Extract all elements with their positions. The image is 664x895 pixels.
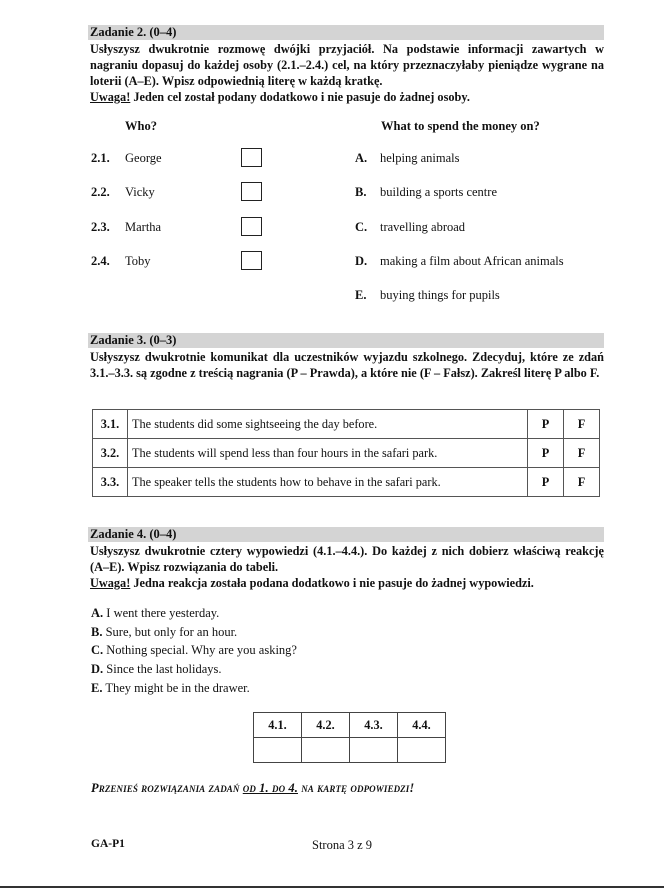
task3-header: Zadanie 3. (0–3) — [88, 333, 604, 348]
task4-instruction — [90, 543, 604, 591]
task2-instruction-text: Usłyszysz dwukrotnie rozmowę dwójki przyjaciół. Na podstawie informacji zawartych w nagraniu dopasuj do każdej osoby (2.1.–2.4.) cel, na który przeznaczyłaby pieniądze wygrane na loterii (A–E). Wpisz odpowiednią literę w każdą kratkę. — [90, 42, 604, 88]
transfer-prefix: Przenieś rozwiązania zadań — [91, 781, 243, 795]
option-false[interactable]: F — [564, 439, 600, 468]
reply-option — [91, 662, 222, 677]
task4-warning-text: Jedna reakcja została podana dodatkowo i nie pasuje do żadnej wypowiedzi. — [130, 576, 534, 590]
table-row — [254, 713, 446, 738]
statement-number: 3.1. — [93, 410, 128, 439]
table-row — [93, 410, 600, 439]
option-letter: A. — [355, 151, 368, 165]
page-bottom-border — [0, 886, 664, 888]
answer-cell-4-1[interactable] — [254, 738, 302, 763]
answer-cell-4-3[interactable] — [350, 738, 398, 763]
person-name: Toby — [125, 254, 151, 268]
reply-letter: D. — [91, 662, 104, 676]
option-true[interactable]: P — [528, 468, 564, 497]
exam-code: GA-P1 — [91, 838, 125, 850]
statement-number: 3.2. — [93, 439, 128, 468]
task4-header: Zadanie 4. (0–4) — [88, 527, 604, 542]
task4-instruction-text: Usłyszysz dwukrotnie cztery wypowiedzi (4.1.–4.4.). Do każdej z nich dobierz właściwą reakcję (A–E). Wpisz rozwiązania do tabeli. — [90, 544, 604, 574]
answer-header: 4.3. — [350, 713, 398, 738]
column-header-what: What to spend the money on? — [381, 119, 540, 133]
person-name: George — [125, 151, 162, 165]
option-letter: C. — [355, 220, 368, 234]
answer-cell-4-4[interactable] — [398, 738, 446, 763]
reply-option — [91, 643, 297, 658]
true-false-table — [92, 409, 600, 497]
option-true[interactable]: P — [528, 410, 564, 439]
answer-box-2-2[interactable] — [241, 182, 262, 201]
table-row — [93, 468, 600, 497]
reply-letter: A. — [91, 606, 104, 620]
transfer-note — [91, 781, 414, 796]
reply-letter: B. — [91, 625, 103, 639]
person-number: 2.1. — [91, 151, 110, 165]
reply-text: I went there yesterday. — [106, 606, 220, 620]
task2-header: Zadanie 2. (0–4) — [88, 25, 604, 40]
option-true[interactable]: P — [528, 439, 564, 468]
task3-instruction: Usłyszysz dwukrotnie komunikat dla uczestników wyjazdu szkolnego. Zdecyduj, które ze zdań 3.1.–3.3. są zgodne z treścią nagrania (P – Prawda), a które nie (F – Fałsz). Zakreśl literę P albo F. — [90, 350, 604, 380]
person-name: Martha — [125, 220, 162, 234]
reply-option — [91, 681, 250, 696]
answer-cell-4-2[interactable] — [302, 738, 350, 763]
task4-warning-label: Uwaga! — [90, 576, 131, 590]
table-row — [93, 439, 600, 468]
answer-header: 4.1. — [254, 713, 302, 738]
option-letter: B. — [355, 185, 367, 199]
transfer-suffix: na kartę odpowiedzi! — [297, 781, 415, 795]
answer-box-2-3[interactable] — [241, 217, 262, 236]
option-letter: D. — [355, 254, 368, 268]
option-text: helping animals — [380, 151, 460, 165]
reply-text: Nothing special. Why are you asking? — [106, 643, 297, 657]
person-name: Vicky — [125, 185, 155, 199]
option-false[interactable]: F — [564, 410, 600, 439]
person-number: 2.2. — [91, 185, 110, 199]
option-text: travelling abroad — [380, 220, 466, 234]
reply-text: Sure, but only for an hour. — [105, 625, 238, 639]
statement-text: The students will spend less than four hours in the safari park. — [128, 439, 528, 468]
table-row — [254, 738, 446, 763]
statement-text: The speaker tells the students how to behave in the safari park. — [128, 468, 528, 497]
answer-table — [253, 712, 446, 763]
answer-header: 4.4. — [398, 713, 446, 738]
option-letter: E. — [355, 288, 367, 302]
reply-letter: C. — [91, 643, 104, 657]
task2-warning-text: Jeden cel został podany dodatkowo i nie pasuje do żadnej osoby. — [130, 90, 470, 104]
option-text: making a film about African animals — [380, 254, 564, 268]
task2-instruction — [90, 41, 604, 105]
reply-option — [91, 625, 237, 640]
option-false[interactable]: F — [564, 468, 600, 497]
reply-letter: E. — [91, 681, 103, 695]
answer-header: 4.2. — [302, 713, 350, 738]
option-text: buying things for pupils — [380, 288, 500, 302]
person-number: 2.3. — [91, 220, 110, 234]
reply-text: Since the last holidays. — [106, 662, 222, 676]
statement-number: 3.3. — [93, 468, 128, 497]
reply-text: They might be in the drawer. — [105, 681, 250, 695]
statement-text: The students did some sightseeing the day before. — [128, 410, 528, 439]
option-text: building a sports centre — [380, 185, 497, 199]
answer-box-2-4[interactable] — [241, 251, 262, 270]
task2-warning-label: Uwaga! — [90, 90, 131, 104]
transfer-range: od 1. do 4. — [242, 781, 298, 795]
page-number: Strona 3 z 9 — [312, 838, 373, 852]
person-number: 2.4. — [91, 254, 110, 268]
answer-box-2-1[interactable] — [241, 148, 262, 167]
column-header-who: Who? — [125, 119, 157, 133]
reply-option — [91, 606, 219, 621]
